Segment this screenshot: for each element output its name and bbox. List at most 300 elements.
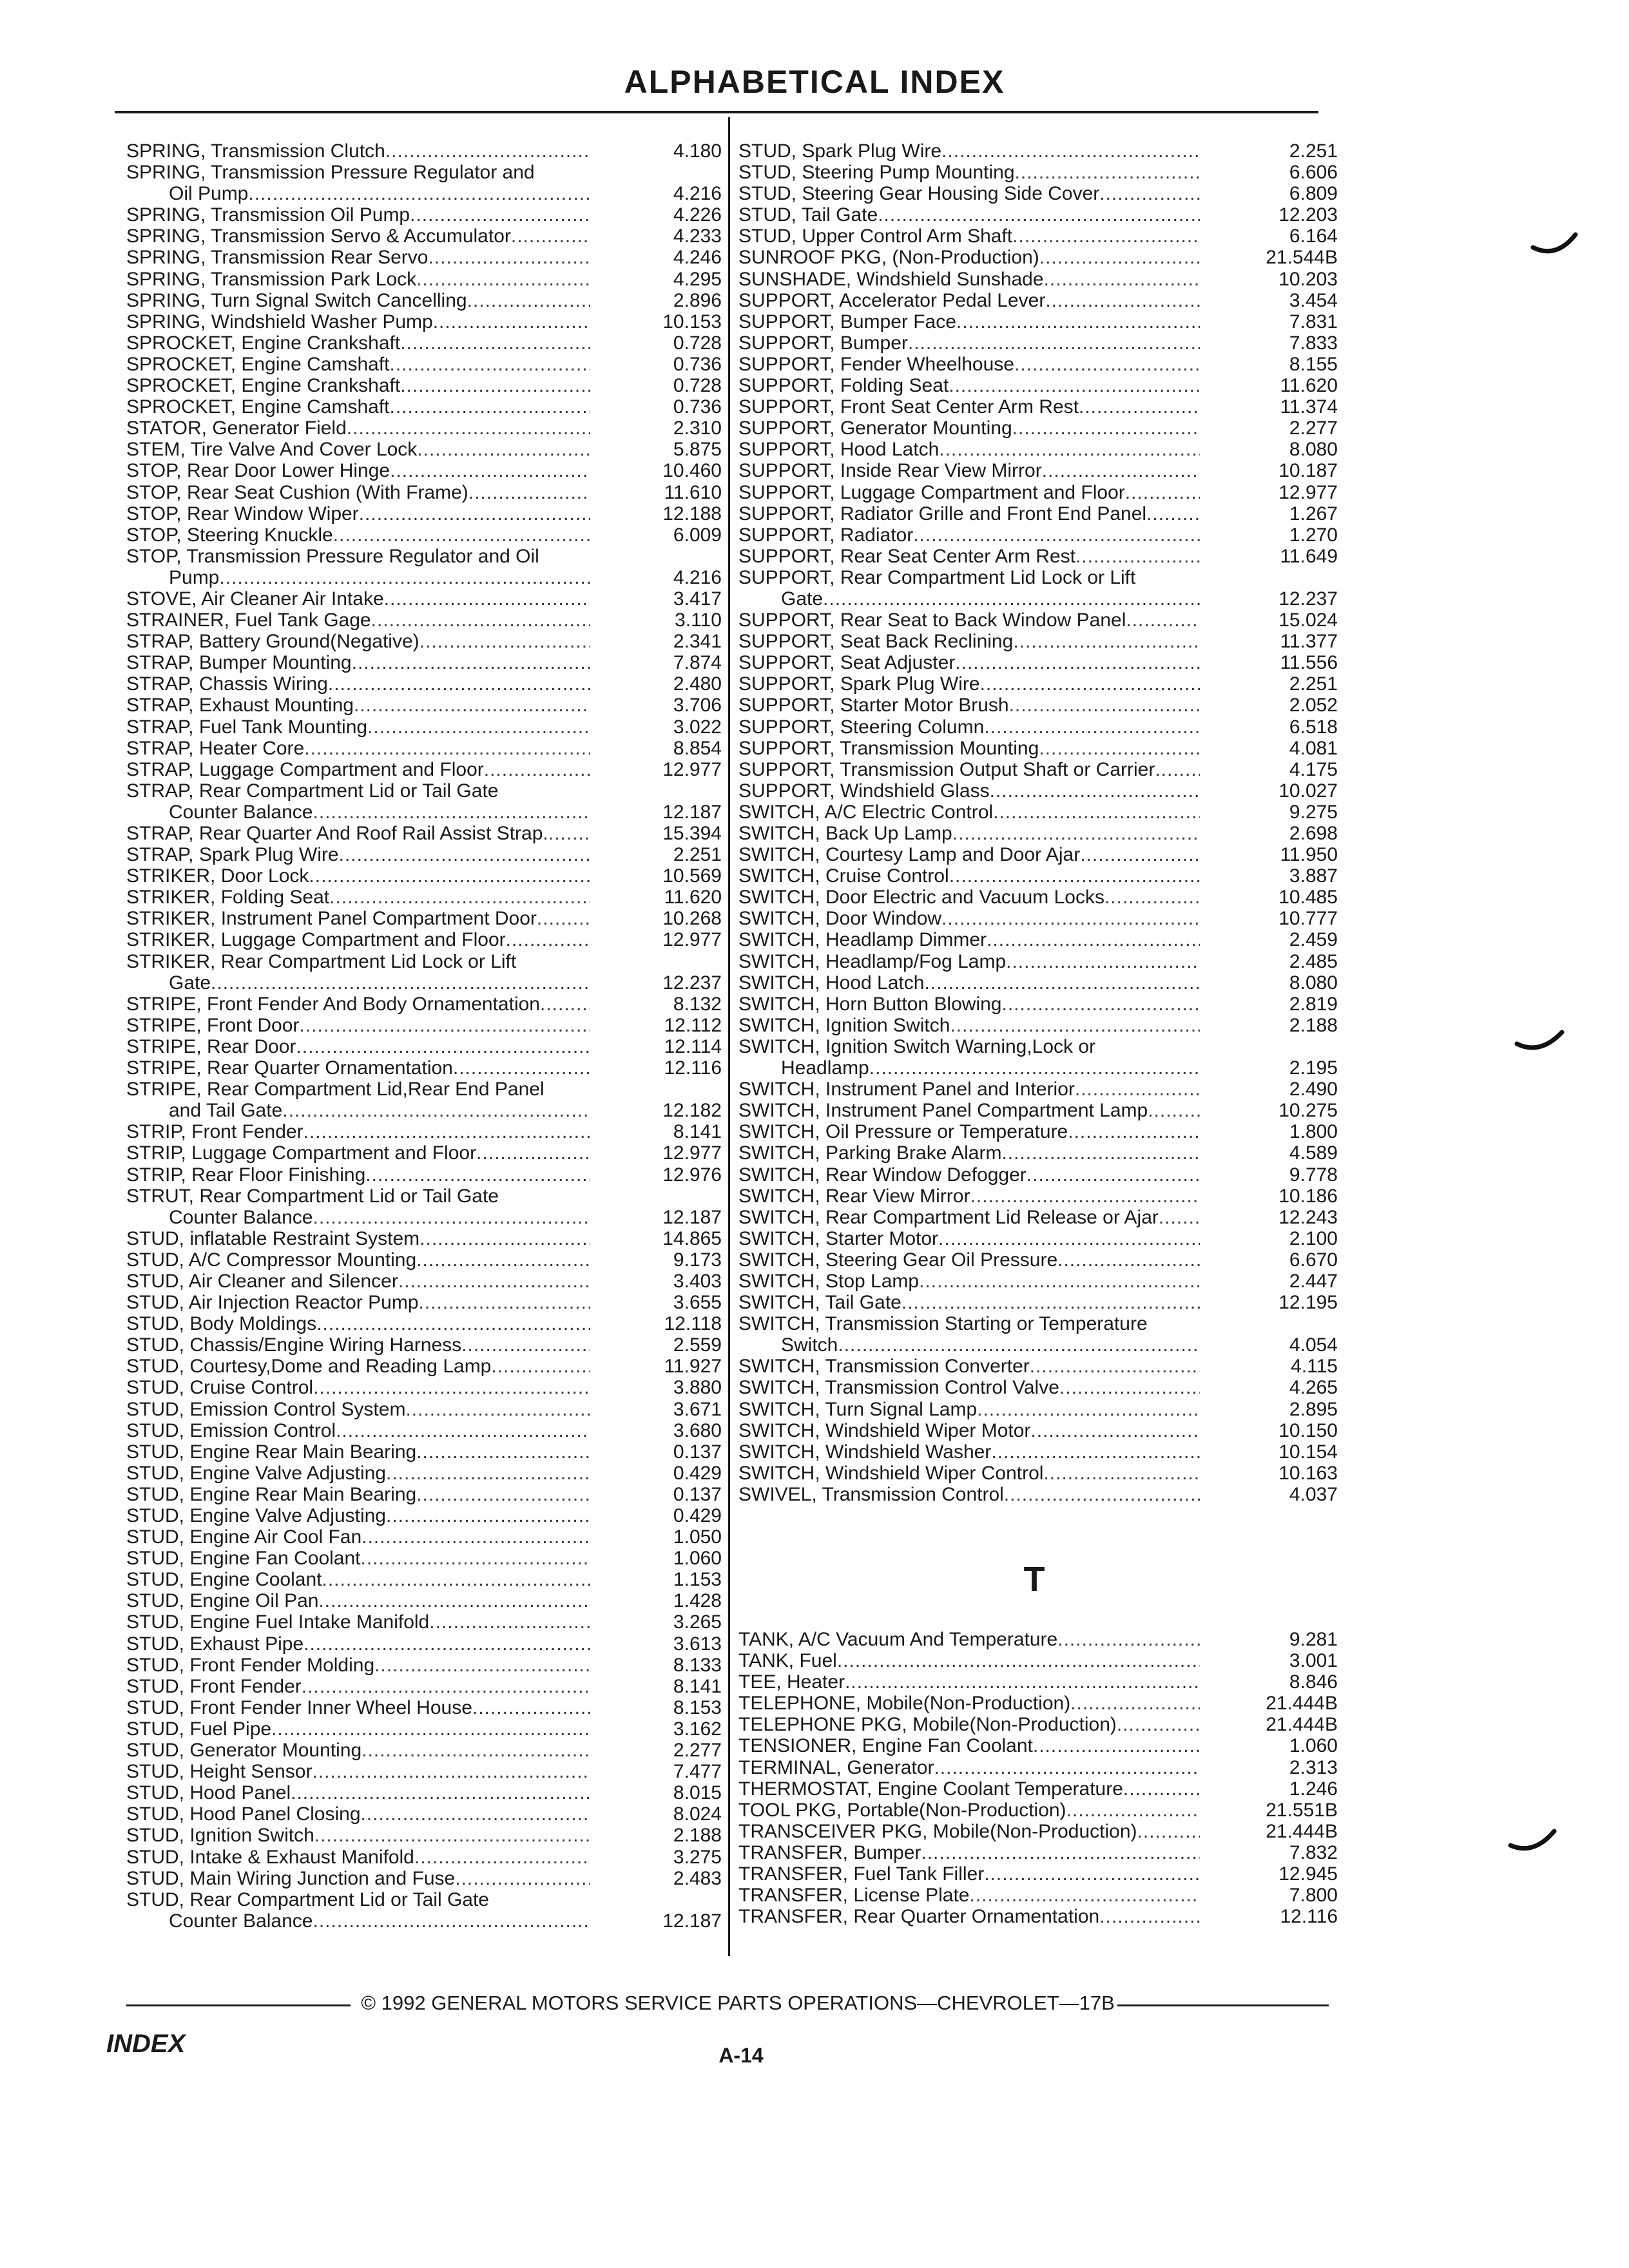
index-term xyxy=(738,887,1200,908)
index-page-ref: 7.833 xyxy=(1289,332,1338,354)
index-entry xyxy=(126,140,722,162)
index-term xyxy=(126,1676,590,1697)
index-term xyxy=(738,1079,1200,1100)
index-page-ref: 10.460 xyxy=(662,460,722,482)
index-term xyxy=(126,524,590,546)
index-term xyxy=(738,1671,1200,1693)
dot-leader xyxy=(429,1611,590,1633)
index-term xyxy=(738,269,1200,290)
index-entry xyxy=(738,1079,1338,1100)
index-page-ref: 7.874 xyxy=(673,652,722,674)
index-page-ref: 12.187 xyxy=(662,1206,722,1228)
index-entry xyxy=(738,396,1338,418)
index-page-ref: 8.141 xyxy=(673,1121,722,1143)
index-page-ref: 12.118 xyxy=(664,1313,722,1335)
index-page-ref: 1.153 xyxy=(673,1569,722,1591)
index-term-text: SUPPORT, Steering Column xyxy=(738,716,985,738)
index-entry xyxy=(738,802,1338,823)
index-term xyxy=(126,204,590,226)
index-term xyxy=(738,396,1200,418)
index-term xyxy=(738,226,1200,247)
index-page-ref: 1.246 xyxy=(1289,1778,1338,1800)
dot-leader xyxy=(1080,844,1200,865)
dot-leader xyxy=(352,652,590,673)
index-term xyxy=(126,354,590,375)
index-term xyxy=(738,503,1200,524)
index-term xyxy=(126,1271,590,1292)
index-page-ref: 11.610 xyxy=(664,481,722,503)
index-page-ref: 4.054 xyxy=(1289,1334,1338,1356)
dot-leader xyxy=(433,311,590,332)
index-page-ref: 0.429 xyxy=(673,1462,722,1484)
index-entry xyxy=(738,247,1338,268)
section-t-entries xyxy=(738,1629,1338,1927)
index-term-text: STUD, inflatable Restraint System xyxy=(126,1227,420,1249)
index-term xyxy=(126,1655,590,1676)
index-entry xyxy=(738,204,1338,226)
index-page-ref: 0.728 xyxy=(673,375,722,397)
index-term-text: TANK, A/C Vacuum And Temperature xyxy=(738,1629,1058,1650)
index-term xyxy=(738,1693,1200,1714)
dot-leader xyxy=(1075,546,1200,567)
dot-leader xyxy=(1014,354,1200,375)
dot-leader xyxy=(1066,1800,1200,1821)
index-term-text: STUD, Emission Control System xyxy=(126,1398,406,1420)
index-entry xyxy=(738,375,1338,396)
index-page-ref: 3.613 xyxy=(673,1633,722,1655)
index-entry xyxy=(738,588,1338,610)
dot-leader xyxy=(1146,503,1200,524)
index-term xyxy=(126,673,590,695)
index-term xyxy=(126,1505,590,1526)
index-term-text: SWITCH, Steering Gear Oil Pressure xyxy=(738,1249,1058,1271)
index-term-text: STRAP, Bumper Mounting xyxy=(126,652,352,674)
index-page-ref: 3.265 xyxy=(673,1611,722,1633)
index-term-text: SUPPORT, Generator Mounting xyxy=(738,418,1012,439)
index-term-text: STRAP, Luggage Compartment and Floor xyxy=(126,758,484,780)
dot-leader xyxy=(313,1377,590,1398)
dot-leader xyxy=(537,908,590,929)
index-page-ref: 3.001 xyxy=(1289,1650,1338,1672)
index-page-ref: 10.027 xyxy=(1278,780,1338,802)
index-entry xyxy=(126,1505,722,1526)
index-entry xyxy=(738,1334,1338,1356)
dot-leader xyxy=(837,1650,1200,1671)
index-term xyxy=(738,802,1200,823)
dot-leader xyxy=(984,1863,1200,1885)
index-term xyxy=(738,1800,1200,1821)
dot-leader xyxy=(467,290,590,311)
index-entry xyxy=(738,1356,1338,1377)
index-term-text: STOP, Rear Door Lower Hinge xyxy=(126,460,390,482)
index-term-text: STUD, Front Fender Inner Wheel House xyxy=(126,1696,472,1718)
dot-leader xyxy=(993,802,1200,823)
index-term-text: STUD, Rear Compartment Lid or Tail Gate xyxy=(126,1888,489,1910)
index-entry xyxy=(126,546,722,567)
dot-leader xyxy=(949,865,1200,887)
index-term-text: SUNSHADE, Windshield Sunshade xyxy=(738,268,1044,290)
index-term xyxy=(738,1377,1200,1398)
index-term xyxy=(126,929,590,950)
dot-leader xyxy=(416,269,590,290)
dot-leader xyxy=(453,1057,590,1079)
index-term xyxy=(126,1697,590,1718)
dot-leader xyxy=(1123,1778,1200,1800)
index-page-ref: 0.728 xyxy=(673,332,722,354)
index-term xyxy=(738,951,1200,972)
index-term xyxy=(738,1885,1200,1906)
index-term-text: SWITCH, Ignition Switch xyxy=(738,1014,950,1036)
dot-leader xyxy=(299,1015,590,1036)
index-term-text: SWITCH, Windshield Washer xyxy=(738,1441,992,1463)
dot-leader xyxy=(468,482,590,503)
index-entry xyxy=(738,1142,1338,1164)
dot-leader xyxy=(361,1548,590,1569)
index-term xyxy=(738,1186,1200,1207)
index-entry xyxy=(738,695,1338,716)
index-term xyxy=(738,311,1200,332)
index-term-text: STUD, Upper Control Arm Shaft xyxy=(738,226,1013,247)
index-term-text: Gate xyxy=(781,588,824,610)
dot-leader xyxy=(1015,162,1200,183)
index-entry xyxy=(126,1526,722,1548)
index-term-text: STRAINER, Fuel Tank Gage xyxy=(126,610,371,631)
dot-leader xyxy=(987,929,1200,950)
index-term xyxy=(738,524,1200,546)
index-entry xyxy=(126,1079,722,1100)
index-term-text: TERMINAL, Generator xyxy=(738,1756,934,1778)
index-page-ref: 4.180 xyxy=(673,140,722,162)
index-term xyxy=(126,1847,590,1868)
index-page-ref: 21.444B xyxy=(1266,1714,1338,1736)
index-term xyxy=(738,1036,1200,1057)
index-term-text: STRIPE, Rear Door xyxy=(126,1035,296,1057)
index-term xyxy=(738,332,1200,354)
index-entry xyxy=(738,759,1338,780)
index-term-text: STUD, Exhaust Pipe xyxy=(126,1633,304,1655)
index-entry xyxy=(738,1863,1338,1885)
index-term xyxy=(126,780,590,802)
dot-leader xyxy=(1043,1463,1200,1484)
index-page-ref: 3.275 xyxy=(673,1846,722,1868)
page-number: A-14 xyxy=(718,2044,764,2067)
index-term xyxy=(126,418,590,439)
index-entry xyxy=(126,183,722,204)
index-term xyxy=(738,1271,1200,1292)
index-term-text: STOP, Steering Knuckle xyxy=(126,524,333,546)
index-entry xyxy=(738,354,1338,375)
index-entry xyxy=(126,1761,722,1782)
dot-leader xyxy=(291,1782,590,1803)
index-entry xyxy=(126,524,722,546)
index-entry xyxy=(126,1292,722,1313)
dot-leader xyxy=(455,1868,590,1889)
dot-leader xyxy=(390,460,590,481)
index-term xyxy=(738,1863,1200,1885)
index-entry xyxy=(738,780,1338,802)
dot-leader xyxy=(416,1484,590,1505)
index-term xyxy=(738,1057,1200,1079)
index-term-text: STRAP, Exhaust Mounting xyxy=(126,695,354,716)
index-entry xyxy=(126,887,722,908)
index-term-text: SWITCH, Parking Brake Alarm xyxy=(738,1142,1002,1164)
index-page-ref: 1.050 xyxy=(673,1526,722,1548)
index-term xyxy=(738,1906,1200,1927)
index-term xyxy=(126,567,590,588)
index-page-ref: 11.950 xyxy=(1280,844,1338,866)
dot-leader xyxy=(991,1441,1200,1463)
index-term xyxy=(126,183,590,204)
index-term xyxy=(126,1548,590,1569)
index-term-text: STUD, Front Fender xyxy=(126,1675,302,1697)
index-term xyxy=(126,802,590,823)
index-term xyxy=(738,204,1200,226)
dot-leader xyxy=(314,1825,590,1846)
index-term-text: STRUT, Rear Compartment Lid or Tail Gate xyxy=(126,1185,499,1207)
index-term-text: SWITCH, Headlamp Dimmer xyxy=(738,929,987,951)
index-term-text: SUPPORT, Spark Plug Wire xyxy=(738,673,980,695)
index-term-text: STUD, Engine Fan Coolant xyxy=(126,1548,361,1570)
index-page-ref: 1.267 xyxy=(1289,503,1338,524)
index-page-ref: 0.736 xyxy=(673,396,722,418)
dot-leader xyxy=(385,140,590,162)
index-page-ref: 2.341 xyxy=(673,631,722,653)
index-page-ref: 12.114 xyxy=(664,1035,722,1057)
index-page-ref: 4.589 xyxy=(1289,1142,1338,1164)
index-term xyxy=(126,1463,590,1484)
index-entry xyxy=(126,1015,722,1036)
index-page-ref: 10.203 xyxy=(1278,268,1338,290)
index-term-text: TELEPHONE, Mobile(Non-Production) xyxy=(738,1693,1071,1715)
index-entry xyxy=(126,1548,722,1569)
index-entry xyxy=(738,1671,1338,1693)
index-term xyxy=(126,823,590,844)
binder-ring-mark xyxy=(1514,1024,1566,1063)
index-entry xyxy=(738,1399,1338,1420)
index-term-text: SWITCH, Stop Lamp xyxy=(738,1270,920,1292)
dot-leader xyxy=(419,1228,590,1249)
index-term xyxy=(126,439,590,460)
index-term-text: STRAP, Spark Plug Wire xyxy=(126,844,339,866)
dot-leader xyxy=(1099,183,1200,204)
dot-leader xyxy=(908,332,1200,354)
index-term-text: Counter Balance xyxy=(169,1910,313,1932)
index-entry xyxy=(126,1142,722,1164)
dot-leader xyxy=(472,1697,590,1718)
index-entry xyxy=(126,1463,722,1484)
index-entry xyxy=(126,1611,722,1633)
index-page-ref: 1.270 xyxy=(1289,524,1338,546)
index-entry xyxy=(126,1825,722,1846)
dot-leader xyxy=(1126,610,1200,631)
index-term-text: SWITCH, A/C Electric Control xyxy=(738,801,994,823)
index-page-ref: 2.819 xyxy=(1289,993,1338,1015)
page-title: ALPHABETICAL INDEX xyxy=(624,64,1005,100)
index-entry xyxy=(126,673,722,695)
dot-leader xyxy=(313,1207,590,1228)
index-entry xyxy=(738,908,1338,929)
dot-leader xyxy=(1057,1629,1200,1650)
index-page-ref: 3.880 xyxy=(673,1377,722,1399)
index-term-text: SPROCKET, Engine Crankshaft xyxy=(126,332,401,354)
index-entry xyxy=(738,951,1338,972)
index-page-ref: 21.551B xyxy=(1266,1799,1338,1821)
section-heading-t: T xyxy=(1023,1560,1045,1599)
index-page-ref: 9.173 xyxy=(673,1249,722,1271)
dot-leader xyxy=(329,887,590,908)
index-entry xyxy=(126,375,722,396)
index-term-text: STUD, Spark Plug Wire xyxy=(738,140,942,162)
index-page-ref: 7.800 xyxy=(1289,1885,1338,1907)
index-page-ref: 3.022 xyxy=(673,716,722,738)
index-page-ref: 10.777 xyxy=(1278,908,1338,930)
index-term xyxy=(126,1377,590,1398)
index-term-text: SWITCH, Headlamp/Fog Lamp xyxy=(738,950,1007,972)
index-page-ref: 7.831 xyxy=(1289,311,1338,332)
index-entry xyxy=(738,1292,1338,1313)
index-term-text: STRIKER, Door Lock xyxy=(126,865,309,887)
index-entry xyxy=(126,1782,722,1803)
index-term-text: SUPPORT, Rear Compartment Lid Lock or Lift xyxy=(738,566,1136,588)
index-page-ref: 12.977 xyxy=(1278,481,1338,503)
dot-leader xyxy=(540,994,590,1015)
index-term xyxy=(738,652,1200,673)
index-entry xyxy=(126,1164,722,1186)
index-term-text: TRANSFER, Bumper xyxy=(738,1841,921,1863)
index-term xyxy=(738,1100,1200,1121)
index-page-ref: 10.154 xyxy=(1278,1441,1338,1463)
dot-leader xyxy=(333,524,590,546)
dot-leader xyxy=(823,588,1200,610)
index-entry xyxy=(738,269,1338,290)
index-entry xyxy=(126,1121,722,1142)
index-term-text: SPRING, Windshield Washer Pump xyxy=(126,311,433,332)
dot-leader xyxy=(934,1757,1200,1778)
index-term-text: STRIKER, Folding Seat xyxy=(126,887,330,908)
index-term xyxy=(126,1079,590,1100)
dot-leader xyxy=(548,823,590,844)
index-term xyxy=(738,844,1200,865)
dot-leader xyxy=(339,844,590,865)
index-entry xyxy=(738,1207,1338,1228)
index-entry xyxy=(126,1377,722,1398)
index-entry xyxy=(126,1569,722,1590)
dot-leader xyxy=(921,1842,1200,1863)
index-term xyxy=(126,140,590,162)
index-entry xyxy=(126,929,722,950)
index-term xyxy=(126,759,590,780)
index-entry xyxy=(738,929,1338,950)
index-term xyxy=(126,1356,590,1377)
index-term xyxy=(126,375,590,396)
dot-leader xyxy=(386,1463,590,1484)
index-page-ref: 2.896 xyxy=(673,289,722,311)
dot-leader xyxy=(941,140,1200,162)
index-term-text: STUD, Chassis/Engine Wiring Harness xyxy=(126,1334,462,1356)
index-term-text: SPRING, Transmission Pressure Regulator and xyxy=(126,162,535,184)
index-term-text: SPROCKET, Engine Crankshaft xyxy=(126,375,401,397)
index-term-text: STUD, Body Moldings xyxy=(126,1313,317,1335)
index-term xyxy=(126,1249,590,1271)
index-term xyxy=(738,162,1200,183)
dot-leader xyxy=(1137,1821,1200,1842)
index-term-text: STUD, Generator Mounting xyxy=(126,1740,362,1762)
index-entry xyxy=(738,1015,1338,1036)
index-term-text: SWITCH, Rear Compartment Lid Release or Ajar xyxy=(738,1206,1159,1228)
index-entry xyxy=(126,994,722,1015)
index-term-text: SUPPORT, Radiator Grille and Front End Panel xyxy=(738,503,1147,524)
index-term xyxy=(738,482,1200,503)
index-page-ref: 12.116 xyxy=(664,1057,722,1079)
index-page-ref: 12.112 xyxy=(664,1014,722,1036)
index-page-ref: 4.081 xyxy=(1289,737,1338,759)
index-term-text: SPRING, Transmission Park Lock xyxy=(126,268,417,290)
index-term-text: SUPPORT, Radiator xyxy=(738,524,914,546)
index-term xyxy=(126,162,590,183)
index-term-text: STUD, Fuel Pipe xyxy=(126,1718,272,1740)
index-term-text: SUPPORT, Rear Seat Center Arm Rest xyxy=(738,545,1075,567)
index-term xyxy=(738,1249,1200,1271)
index-page-ref: 2.559 xyxy=(673,1334,722,1356)
index-page-ref: 2.052 xyxy=(1289,695,1338,716)
index-term xyxy=(126,1292,590,1313)
index-page-ref: 9.275 xyxy=(1289,801,1338,823)
index-term-text: SWITCH, Rear View Mirror xyxy=(738,1185,970,1207)
dot-leader xyxy=(316,1313,590,1334)
index-entry xyxy=(738,140,1338,162)
index-entry xyxy=(126,460,722,481)
index-term xyxy=(738,1228,1200,1249)
index-term xyxy=(738,1164,1200,1186)
index-term xyxy=(126,290,590,311)
index-term xyxy=(126,1484,590,1505)
dot-leader xyxy=(312,1761,590,1782)
index-term-text: STUD, Air Injection Reactor Pump xyxy=(126,1292,419,1314)
index-page-ref: 8.846 xyxy=(1289,1671,1338,1693)
index-entry xyxy=(126,418,722,439)
index-term xyxy=(738,1629,1200,1650)
index-entry xyxy=(738,1906,1338,1927)
index-entry xyxy=(738,1441,1338,1463)
index-term-text: STUD, Steering Pump Mounting xyxy=(738,162,1015,184)
index-entry xyxy=(126,1228,722,1249)
index-term xyxy=(738,738,1200,759)
index-term-text: STRIP, Front Fender xyxy=(126,1121,304,1143)
index-term-text: SUPPORT, Windshield Glass xyxy=(738,780,990,802)
index-term-text: SUPPORT, Bumper xyxy=(738,332,908,354)
index-entry xyxy=(126,1847,722,1868)
dot-leader xyxy=(984,716,1200,738)
index-term xyxy=(126,716,590,738)
index-entry xyxy=(126,162,722,183)
index-term-text: and Tail Gate xyxy=(169,1100,283,1122)
index-page-ref: 9.281 xyxy=(1289,1629,1338,1650)
index-page-ref: 3.454 xyxy=(1289,289,1338,311)
index-entry xyxy=(126,396,722,418)
index-term-text: STUD, Engine Coolant xyxy=(126,1569,322,1591)
index-term-text: Headlamp xyxy=(781,1057,869,1079)
index-entry xyxy=(126,1676,722,1697)
index-term xyxy=(126,1313,590,1334)
index-term xyxy=(738,1757,1200,1778)
index-term xyxy=(126,1015,590,1036)
index-entry xyxy=(738,1271,1338,1292)
index-entry xyxy=(126,631,722,652)
index-entry xyxy=(126,652,722,673)
dot-leader xyxy=(390,396,590,418)
index-page-ref: 2.459 xyxy=(1289,929,1338,951)
index-page-ref: 11.374 xyxy=(1280,396,1338,418)
